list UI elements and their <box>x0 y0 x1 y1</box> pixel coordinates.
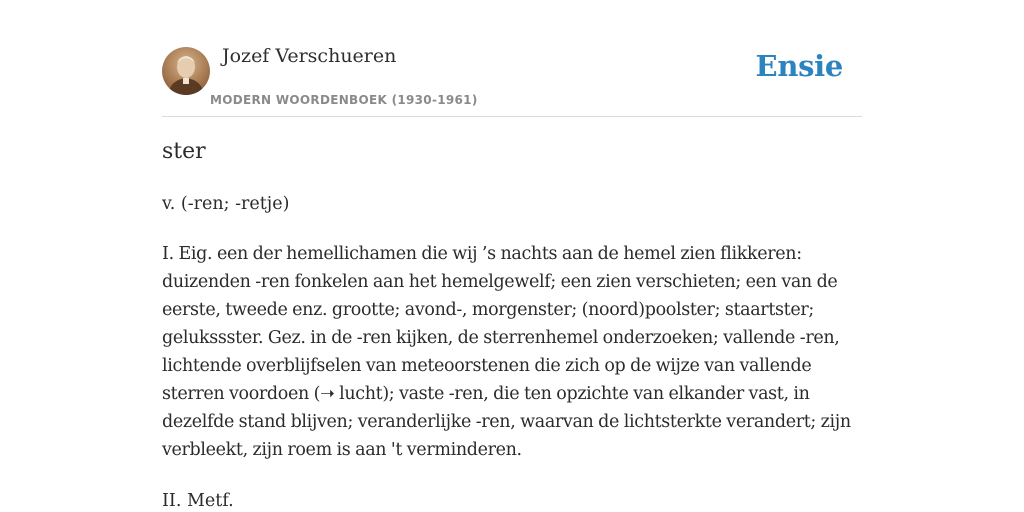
ensie-logo[interactable]: Ensie <box>755 49 843 83</box>
definition-line: lichtende overblijfselen van meteoorstenen die zich op de wijze van vallende <box>162 356 812 376</box>
author-avatar[interactable] <box>162 47 210 95</box>
definition-line: gelukssster. Gez. in de -ren kijken, de sterrenhemel onderzoeken; vallende -ren, <box>162 328 840 348</box>
author-name[interactable]: Jozef Verschueren <box>222 45 397 67</box>
definition-text <box>162 240 874 464</box>
source-label[interactable]: MODERN WOORDENBOEK (1930-1961) <box>210 93 478 107</box>
definition-line: duizenden -ren fonkelen aan het hemelgewelf; een zien verschieten; een van de <box>162 272 838 292</box>
grammar-note: v. (-ren; -retje) <box>162 194 290 214</box>
definition-line: eerste, tweede enz. grootte; avond-, morgenster; (noord)poolster; staartster; <box>162 300 814 320</box>
author-portrait-icon <box>162 47 210 95</box>
definition-line: dezelfde stand blijven; veranderlijke -ren, waarvan de lichtsterkte verandert; zijn <box>162 412 851 432</box>
definition-line: verbleekt, zijn roem is aan 't verminderen. <box>162 440 522 460</box>
entry-header <box>162 44 862 117</box>
entry-term: ster <box>162 139 206 164</box>
section-heading: II. Metf. <box>162 491 234 511</box>
definition-line: I. Eig. een der hemellichamen die wij ’s nachts aan de hemel zien flikkeren: <box>162 244 802 264</box>
definition-line: sterren voordoen (➝ lucht); vaste -ren, die ten opzichte van elkander vast, in <box>162 384 810 404</box>
